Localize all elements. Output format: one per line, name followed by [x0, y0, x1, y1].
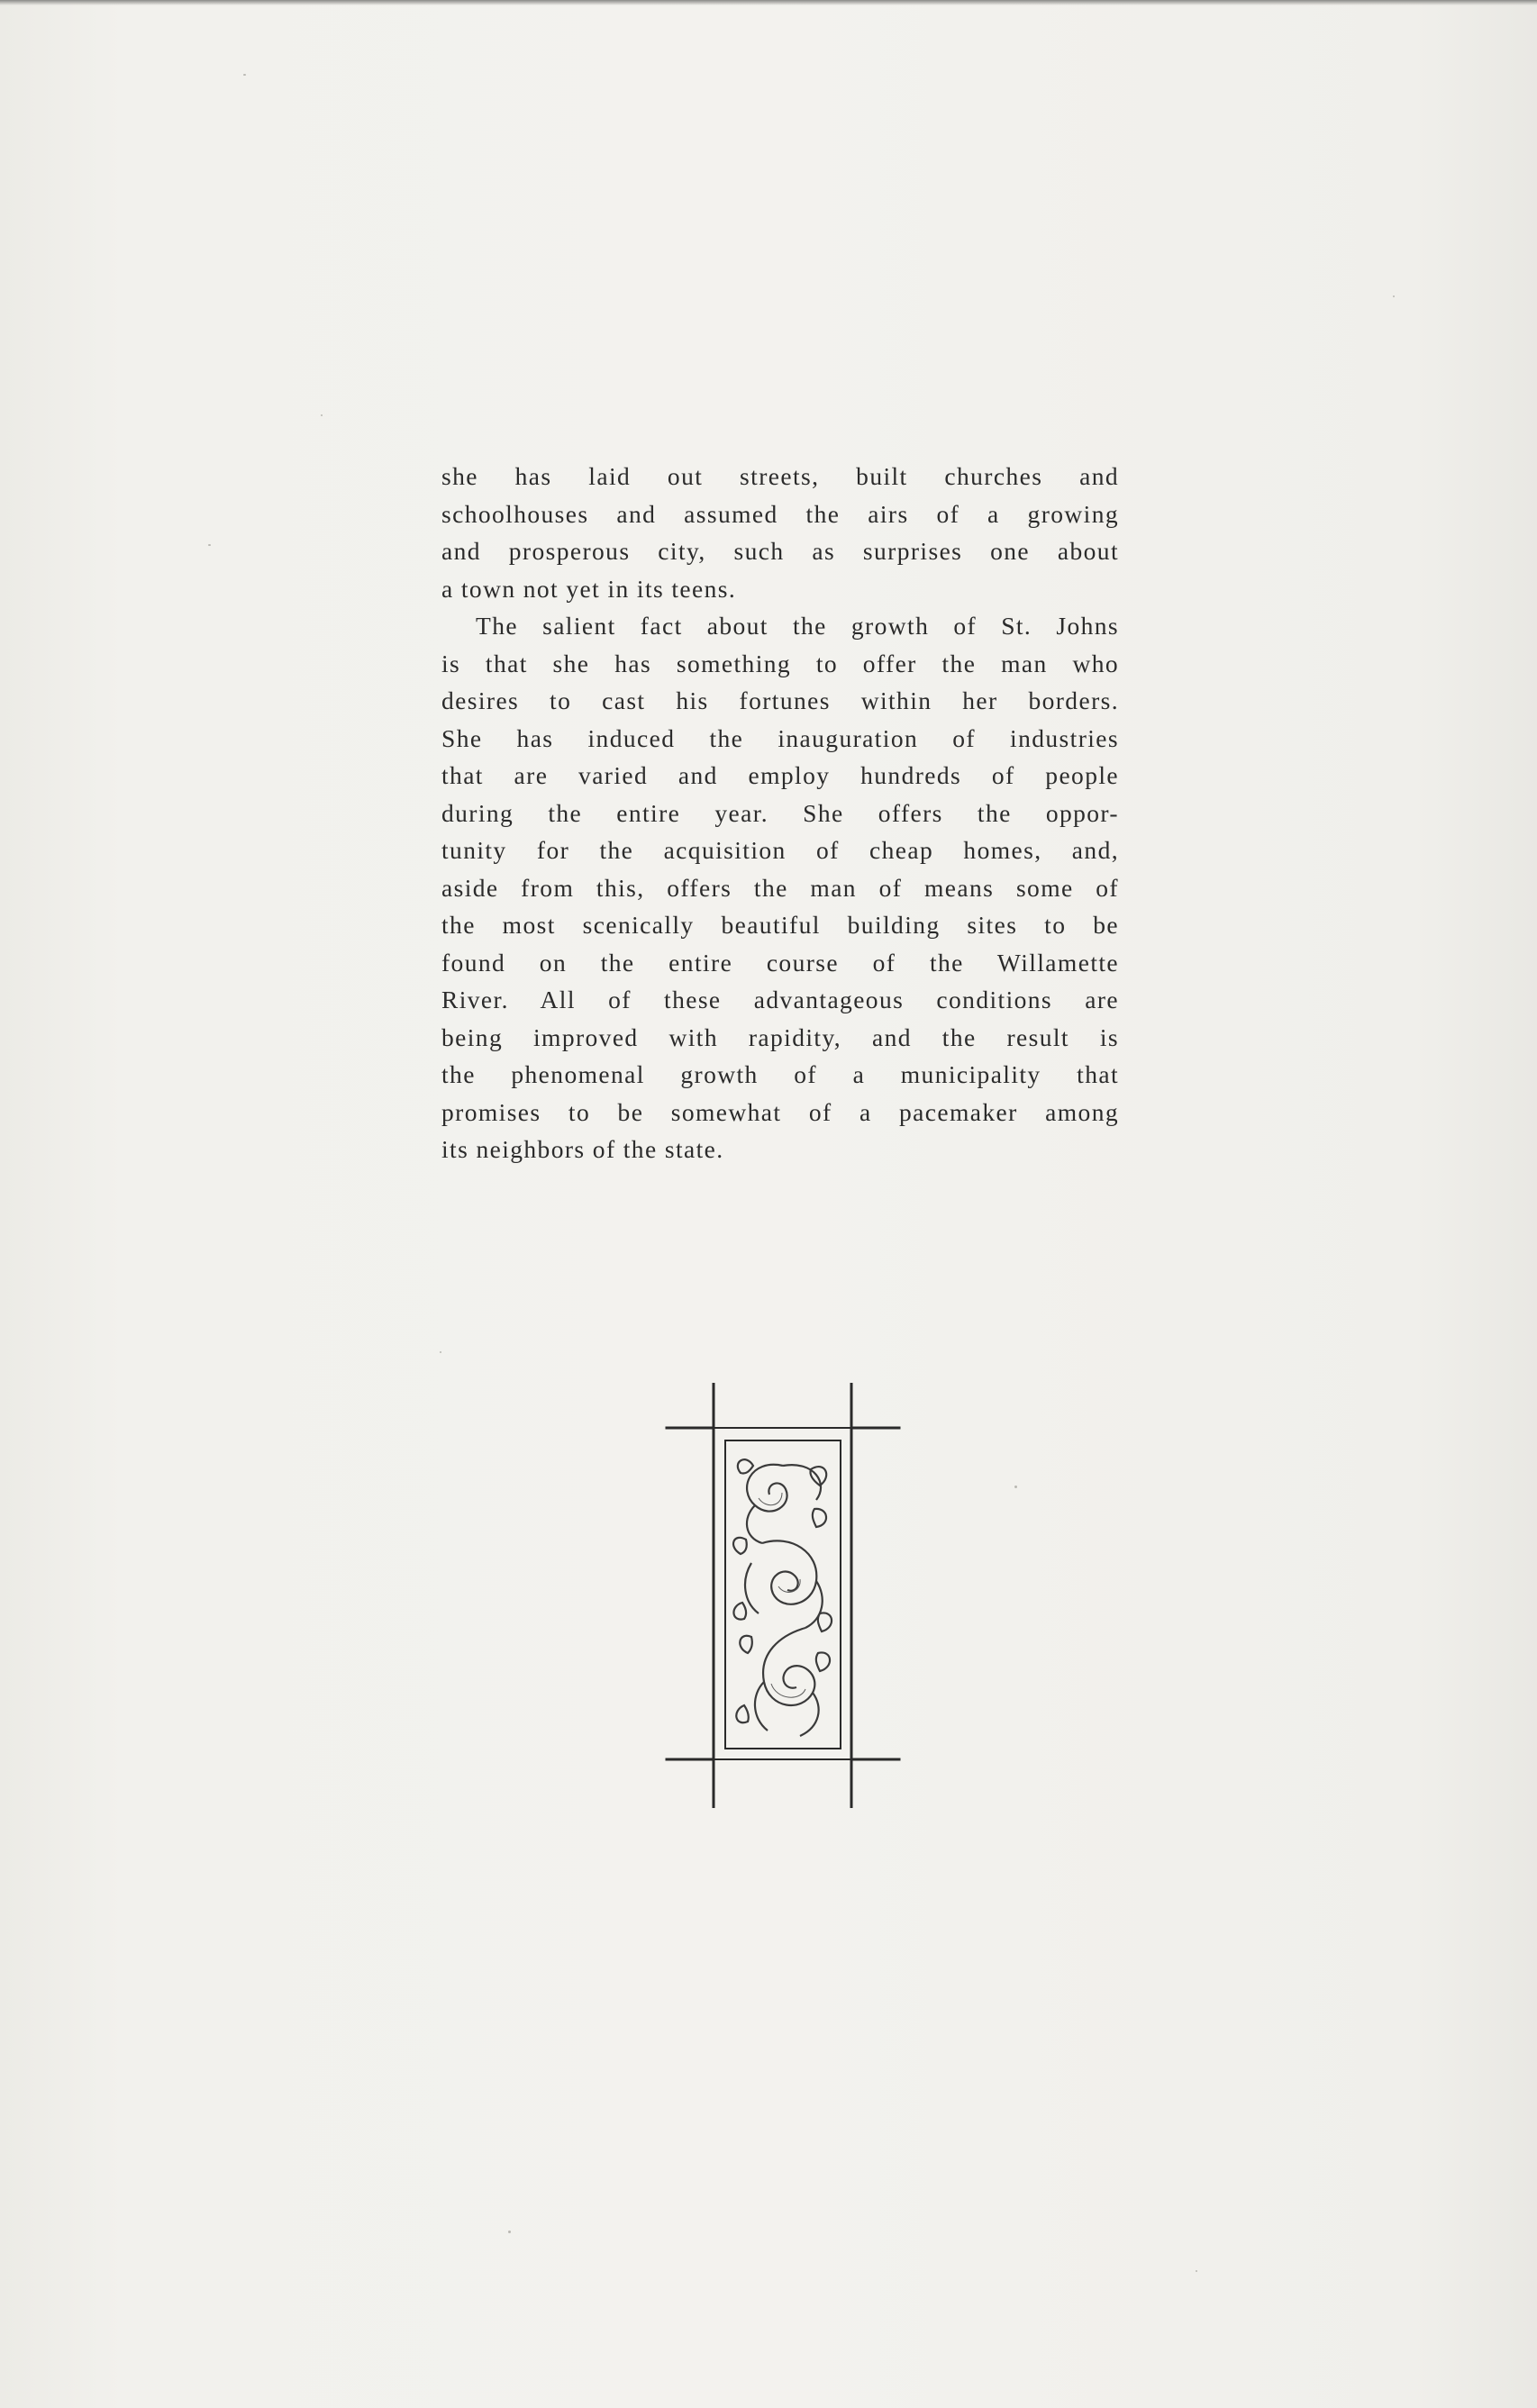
- page-top-edge: [0, 0, 1537, 5]
- paper-speck: [208, 544, 211, 546]
- paragraph-1: [441, 458, 1119, 607]
- paper-speck: [321, 414, 323, 416]
- text-line: promises to be somewhat of a pacemaker among: [441, 1097, 1119, 1126]
- text-line: and prosperous city, such as surprises one about: [441, 537, 1119, 565]
- text-line: is that she has something to offer the man who: [441, 649, 1119, 677]
- text-line: the phenomenal growth of a municipality that: [441, 1060, 1119, 1088]
- text-line: its neighbors of the state.: [441, 1135, 724, 1163]
- paragraph-2: [441, 607, 1119, 1168]
- text-line: she has laid out streets, built churches and: [441, 462, 1119, 490]
- scroll-vine-ornament-icon: [665, 1383, 903, 1808]
- text-line: aside from this, offers the man of means some of: [441, 873, 1119, 902]
- text-line: found on the entire course of the Willamette: [441, 948, 1119, 977]
- text-line: She has induced the inauguration of industries: [441, 723, 1119, 752]
- text-line: a town not yet in its teens.: [441, 574, 737, 603]
- text-line: The salient fact about the growth of St. Johns: [476, 612, 1119, 640]
- text-line: that are varied and employ hundreds of people: [441, 761, 1119, 789]
- text-line: River. All of these advantageous conditions are: [441, 986, 1119, 1013]
- paper-speck: [1014, 1486, 1017, 1488]
- text-line: during the entire year. She offers the oppor-: [441, 798, 1119, 827]
- text-line: the most scenically beautiful building sites to be: [441, 911, 1119, 939]
- body-text: [441, 458, 1119, 1168]
- paper-speck: [1393, 295, 1395, 297]
- paper-speck: [440, 1351, 441, 1353]
- text-line: being improved with rapidity, and the result is: [441, 1022, 1119, 1051]
- paper-speck: [1196, 2270, 1197, 2272]
- paper-speck: [243, 74, 246, 76]
- text-line: schoolhouses and assumed the airs of a growing: [441, 499, 1119, 528]
- text-line: desires to cast his fortunes within her borders.: [441, 686, 1119, 714]
- text-line: tunity for the acquisition of cheap homes, and,: [441, 836, 1119, 864]
- paper-speck: [508, 2231, 511, 2233]
